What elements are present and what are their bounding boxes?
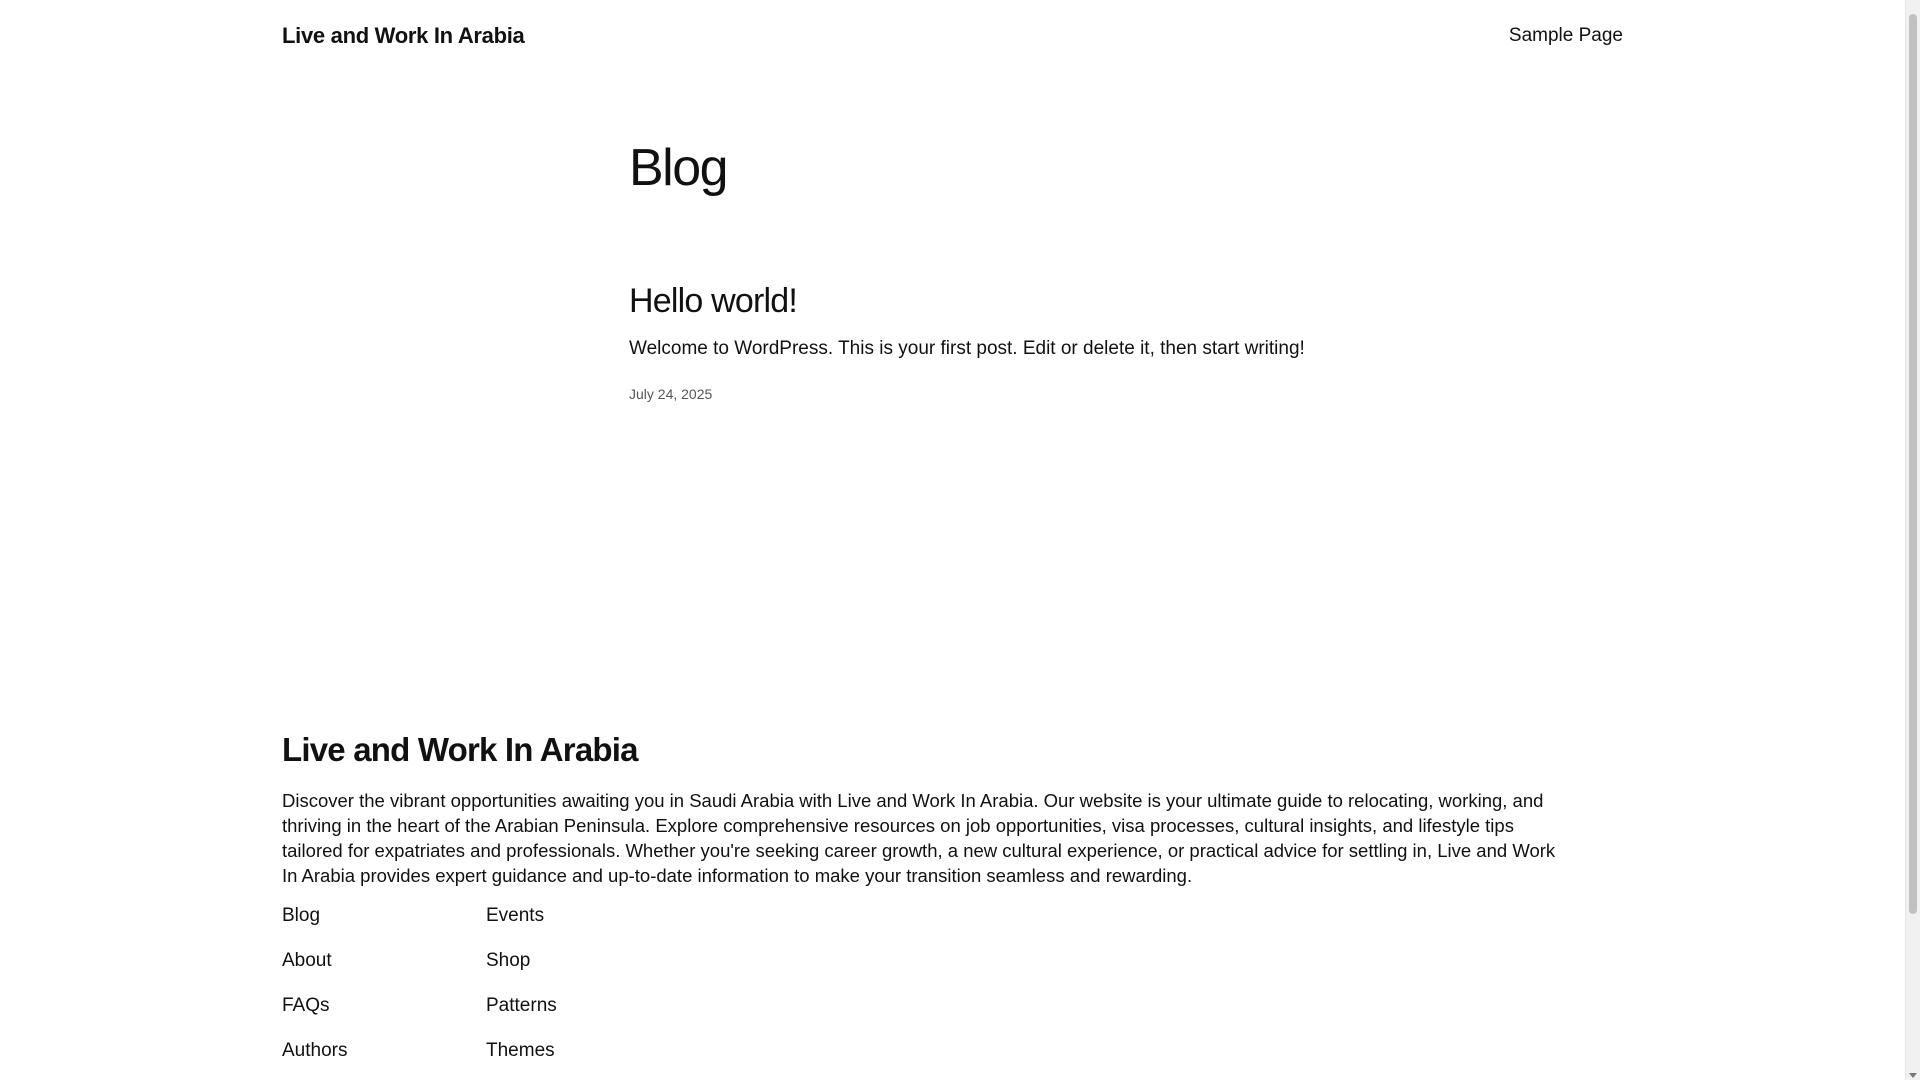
site-footer: [282, 726, 1582, 1080]
scrollbar-thumb[interactable]: [1909, 14, 1917, 914]
footer-link-authors[interactable]: Authors: [282, 1040, 348, 1061]
post-date[interactable]: July 24, 2025: [629, 386, 713, 402]
site-header: [282, 18, 1623, 54]
footer-nav: [282, 904, 1582, 1080]
vertical-scrollbar[interactable]: [1905, 0, 1920, 1080]
post-item: [629, 278, 1429, 402]
footer-link-faqs[interactable]: FAQs: [282, 995, 330, 1016]
footer-link-blog[interactable]: Blog: [282, 905, 321, 926]
nav-link-sample-page[interactable]: Sample Page: [1508, 25, 1623, 46]
post-excerpt: Welcome to WordPress. This is your first post. Edit or delete it, then start writing!: [629, 338, 1305, 359]
scroll-down-arrow-icon[interactable]: [1909, 1073, 1917, 1078]
footer-link-shop[interactable]: Shop: [486, 950, 531, 971]
page-title: Blog: [629, 139, 728, 197]
footer-site-title[interactable]: Live and Work In Arabia: [282, 731, 638, 768]
footer-description: Discover the vibrant opportunities awaiting you in Saudi Arabia with Live and Work In Arabia. Our website is your ultimate guide to relocating, working, and thriving in the heart of the Arabian Peninsula. Explore comprehensive resources on job opportunities, visa processes, cultural insights, and lifestyle tips tailored for expatriates and professionals. Whether you're seeking career growth, a new cultural experience, or practical advice for settling in, Live and Work In Arabia provides expert guidance and up-to-date information to make your transition seamless and rewarding.: [282, 790, 1556, 886]
primary-nav: [1509, 25, 1623, 47]
site-title-link[interactable]: Live and Work In Arabia: [282, 23, 525, 48]
footer-link-about[interactable]: About: [282, 950, 332, 971]
footer-link-themes[interactable]: Themes: [486, 1040, 555, 1061]
footer-link-events[interactable]: Events: [486, 905, 545, 926]
footer-link-patterns[interactable]: Patterns: [486, 995, 557, 1016]
post-title-link[interactable]: Hello world!: [629, 282, 798, 320]
